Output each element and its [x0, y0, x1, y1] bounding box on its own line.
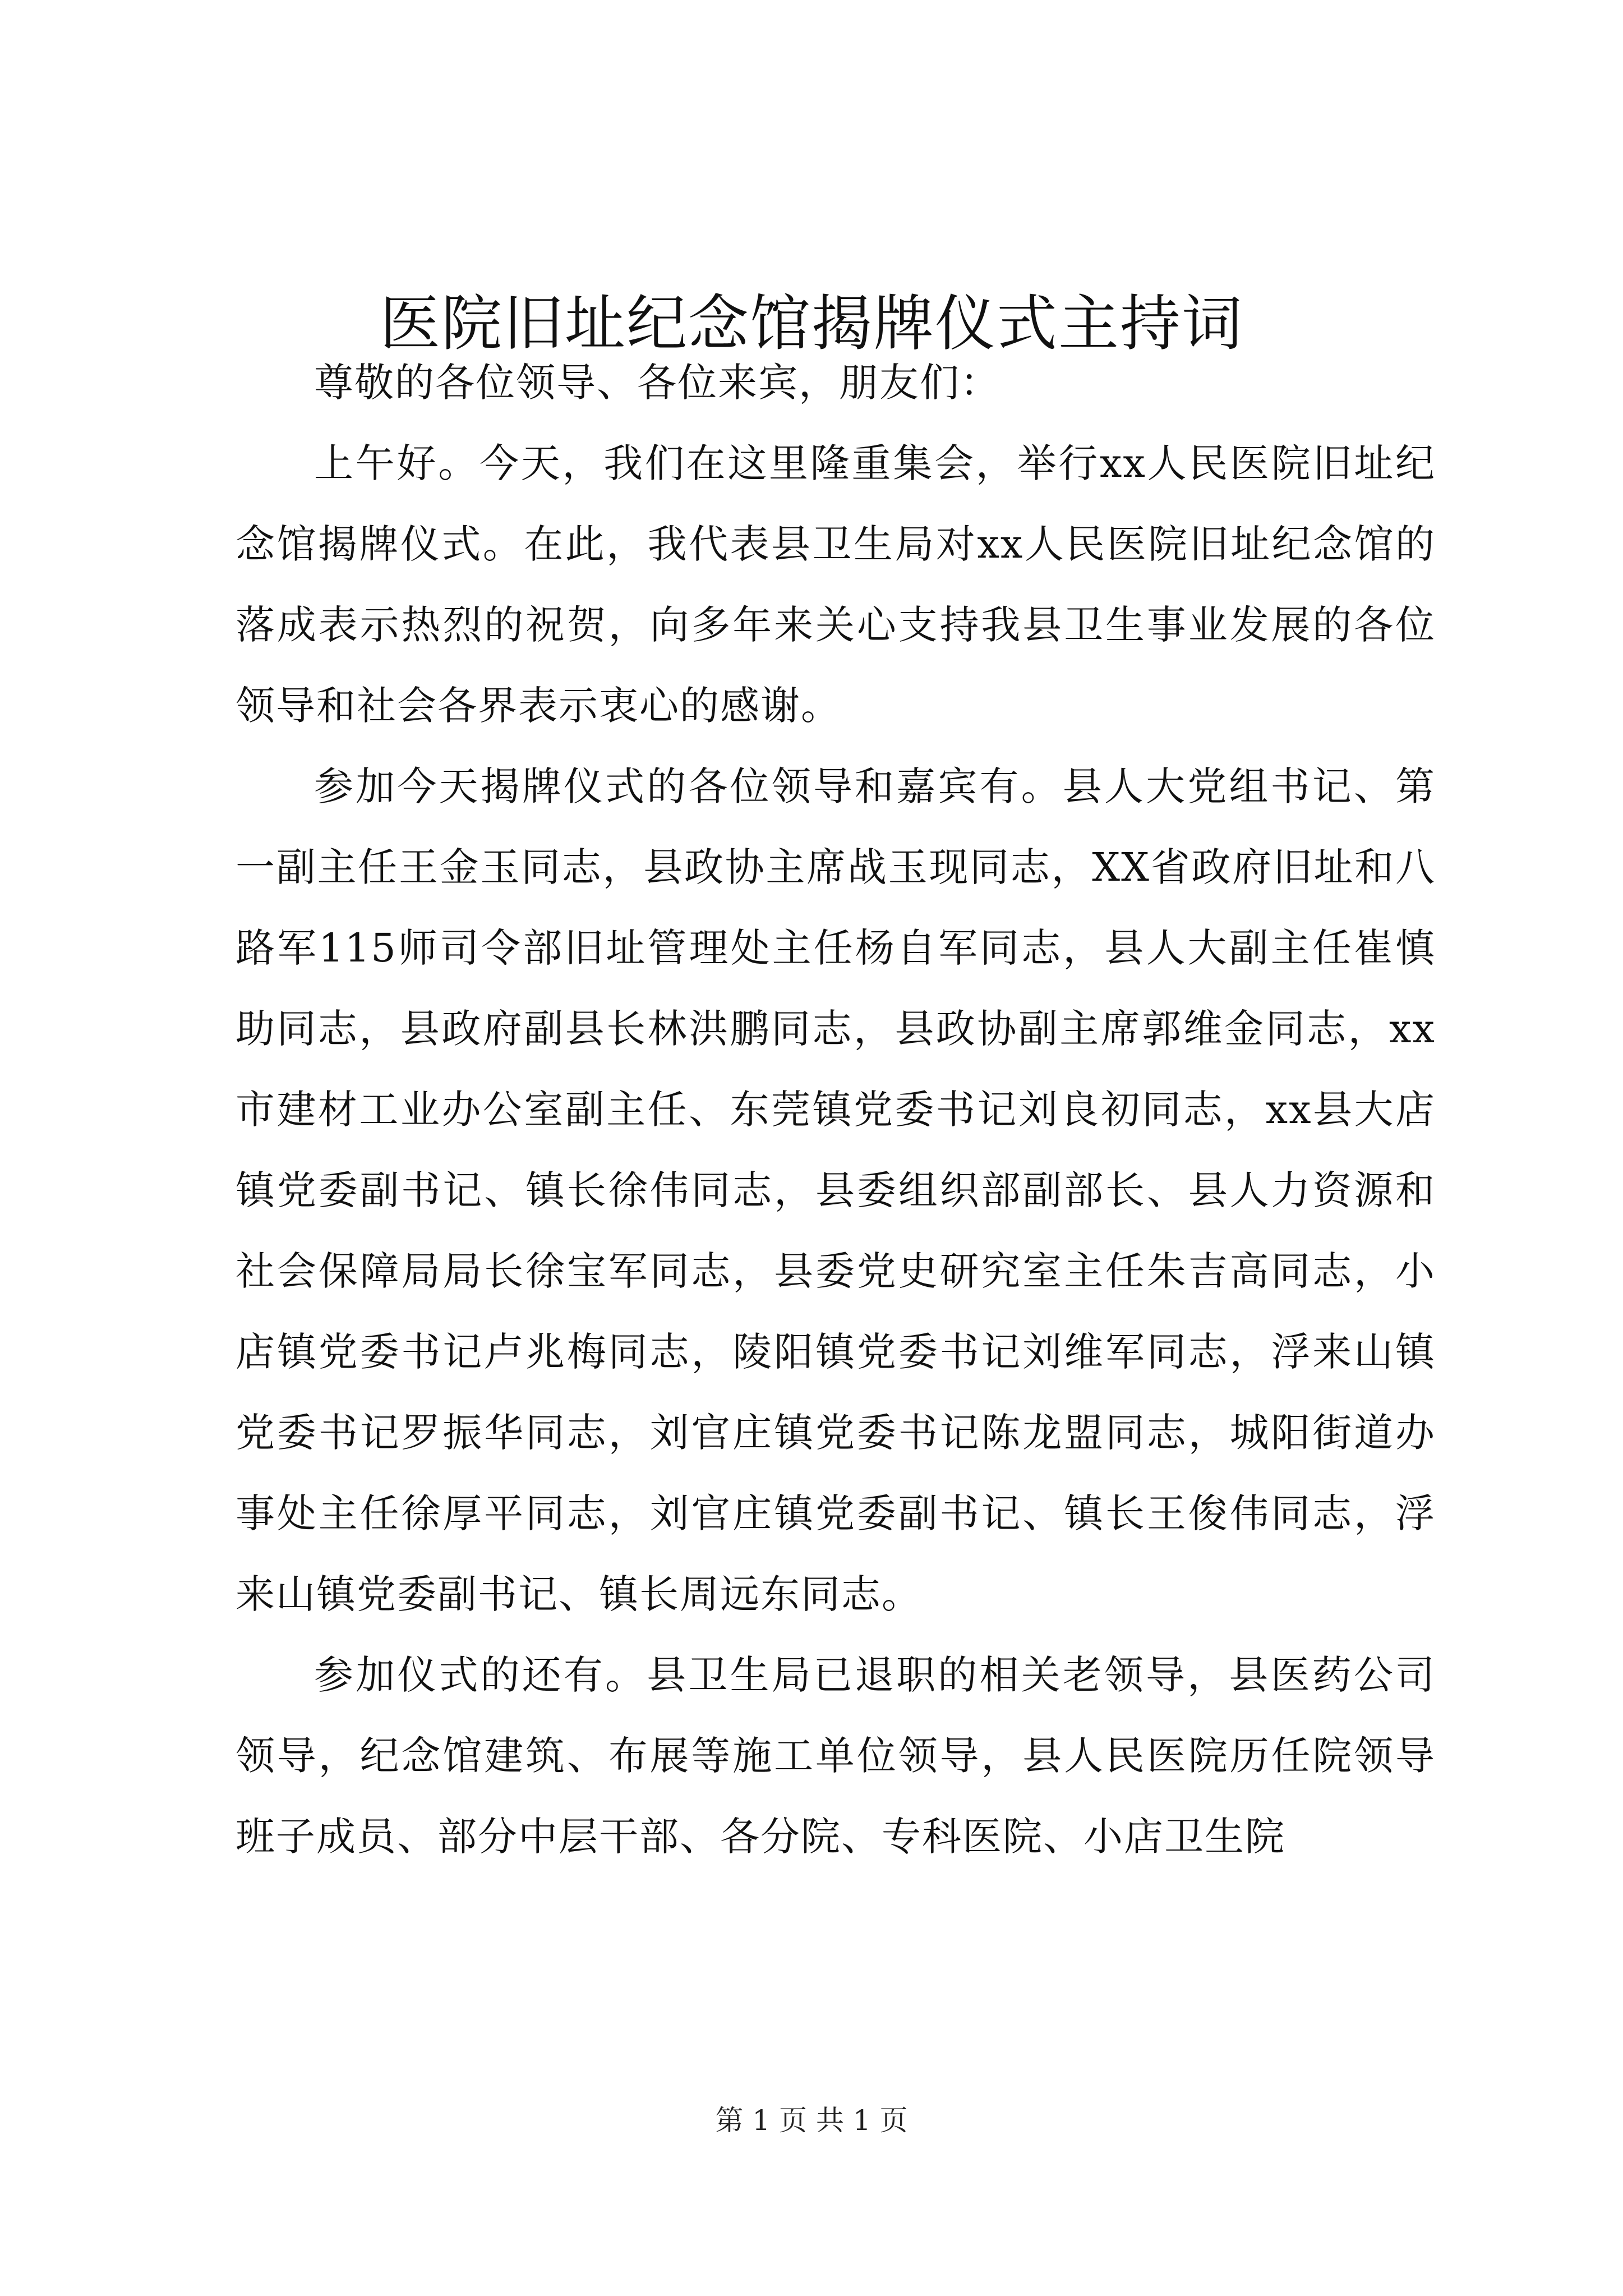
- document-title: 医院旧址纪念馆揭牌仪式主持词: [379, 289, 1243, 359]
- document-body: [236, 342, 1436, 1877]
- paragraph-other-attendees: 参加仪式的还有。县卫生局已退职的相关老领导，县医药公司领导，纪念馆建筑、布展等施工单位领导，县人民医院历任院领导班子成员、部分中层干部、各分院、专科医院、小店卫生院: [236, 1652, 1436, 1860]
- paragraph-opening: 上午好。今天，我们在这里隆重集会，举行xx人民医院旧址纪念馆揭牌仪式。在此，我代表县卫生局对xx人民医院旧址纪念馆的落成表示热烈的祝贺，向多年来关心支持我县卫生事业发展的各位领导和社会各界表示衷心的感谢。: [236, 440, 1436, 729]
- paragraph-attending-leaders: 参加今天揭牌仪式的各位领导和嘉宾有。县人大党组书记、第一副主任王金玉同志，县政协主席战玉现同志，XX省政府旧址和八路军115师司令部旧址管理处主任杨自军同志，县人大副主任崔慎助同志，县政府副县长林洪鹏同志，县政协副主席郭维金同志，xx市建材工业办公室副主任、东莞镇党委书记刘良初同志，xx县大店镇党委副书记、镇长徐伟同志，县委组织部副部长、县人力资源和社会保障局局长徐宝军同志，县委党史研究室主任朱吉高同志，小店镇党委书记卢兆梅同志，陵阳镇党委书记刘维军同志，浮来山镇党委书记罗振华同志，刘官庄镇党委书记陈龙盟同志，城阳街道办事处主任徐厚平同志，刘官庄镇党委副书记、镇长王俊伟同志，浮来山镇党委副书记、镇长周远东同志。: [236, 763, 1436, 1617]
- paragraph-greeting: 尊敬的各位领导、各位来宾，朋友们：: [314, 360, 1000, 406]
- page-number-footer: 第 1 页 共 1 页: [715, 2104, 908, 2137]
